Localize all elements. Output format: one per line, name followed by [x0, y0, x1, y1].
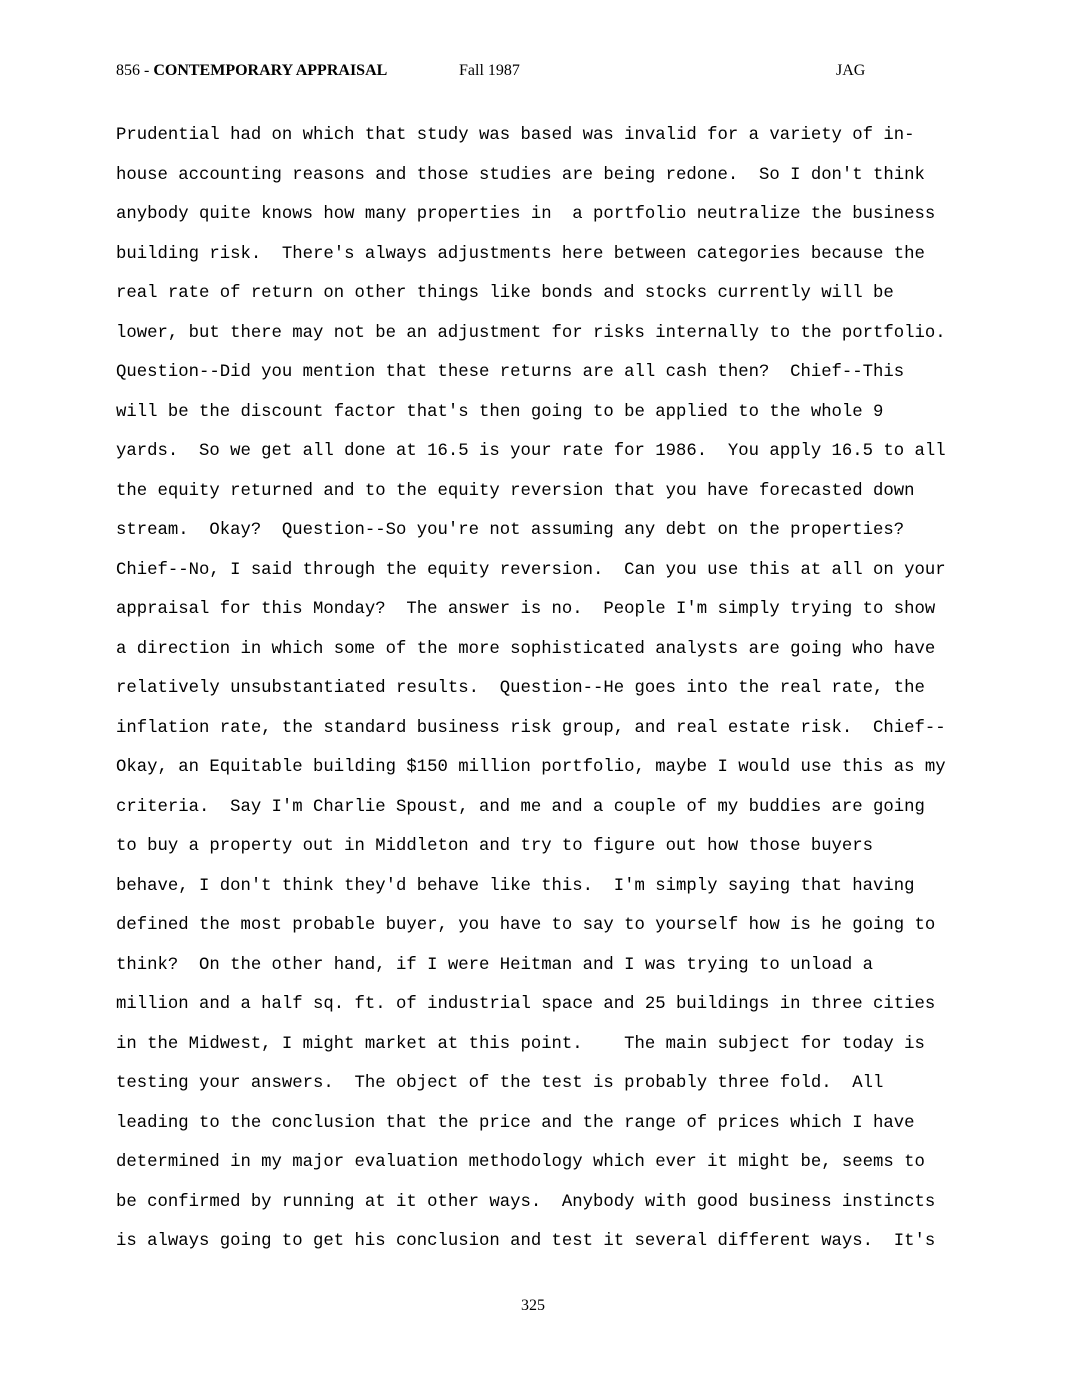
text-line: appraisal for this Monday? The answer is no. People I'm simply trying to show	[116, 600, 936, 619]
text-line: criteria. Say I'm Charlie Spoust, and me and a couple of my buddies are going	[116, 797, 925, 817]
text-line: a direction in which some of the more sophisticated analysts are going who have	[116, 639, 936, 659]
text-line: behave, I don't think they'd behave like this. I'm simply saying that having	[116, 876, 915, 896]
text-line: testing your answers. The object of the test is probably three fold. All	[116, 1074, 884, 1093]
text-line: to buy a property out in Middleton and try to figure out how those buyers	[116, 837, 874, 856]
text-line: real rate of return on other things like bonds and stocks currently will be	[116, 284, 894, 303]
author-initials: JAG	[836, 62, 866, 79]
text-line: will be the discount factor that's then going to be applied to the whole 9	[116, 402, 884, 422]
text-line: million and a half sq. ft. of industrial space and 25 buildings in three cities	[116, 995, 936, 1014]
course-heading	[116, 62, 387, 80]
text-line: stream. Okay? Question--So you're not assuming any debt on the properties?	[116, 521, 905, 540]
text-line: yards. So we get all done at 16.5 is your rate for 1986. You apply 16.5 to all	[116, 442, 946, 461]
text-line: Question--Did you mention that these returns are all cash then? Chief--This	[116, 363, 905, 382]
text-line: anybody quite knows how many properties in a portfolio neutralize the business	[116, 205, 936, 224]
text-line: leading to the conclusion that the price and the range of prices which I have	[116, 1113, 915, 1133]
text-line: Okay, an Equitable building $150 million portfolio, maybe I would use this as my	[116, 758, 946, 777]
text-line: determined in my major evaluation methodology which ever it might be, seems to	[116, 1153, 925, 1172]
transcript-body	[116, 116, 966, 1262]
text-line: think? On the other hand, if I were Heitman and I was trying to unload a	[116, 955, 874, 975]
text-line: building risk. There's always adjustments here between categories because the	[116, 244, 925, 264]
text-line: house accounting reasons and those studies are being redone. So I don't think	[116, 165, 925, 185]
course-number: 856 -	[116, 62, 154, 79]
text-line: is always going to get his conclusion and test it several different ways. It's	[116, 1232, 936, 1251]
text-line: in the Midwest, I might market at this point. The main subject for today is	[116, 1034, 925, 1054]
text-line: be confirmed by running at it other ways. Anybody with good business instincts	[116, 1192, 936, 1212]
text-line: Prudential had on which that study was based was invalid for a variety of in-	[116, 126, 915, 145]
text-line: lower, but there may not be an adjustment for risks internally to the portfolio.	[116, 323, 946, 343]
text-line: defined the most probable buyer, you have to say to yourself how is he going to	[116, 916, 936, 935]
text-line: Chief--No, I said through the equity reversion. Can you use this at all on your	[116, 560, 946, 580]
page-number: 325	[521, 1297, 545, 1314]
course-title: CONTEMPORARY APPRAISAL	[153, 62, 388, 79]
text-line: the equity returned and to the equity reversion that you have forecasted down	[116, 481, 915, 501]
course-term: Fall 1987	[459, 62, 520, 79]
page-header	[116, 62, 876, 84]
text-line: inflation rate, the standard business risk group, and real estate risk. Chief--	[116, 718, 946, 738]
text-line: relatively unsubstantiated results. Question--He goes into the real rate, the	[116, 679, 925, 698]
